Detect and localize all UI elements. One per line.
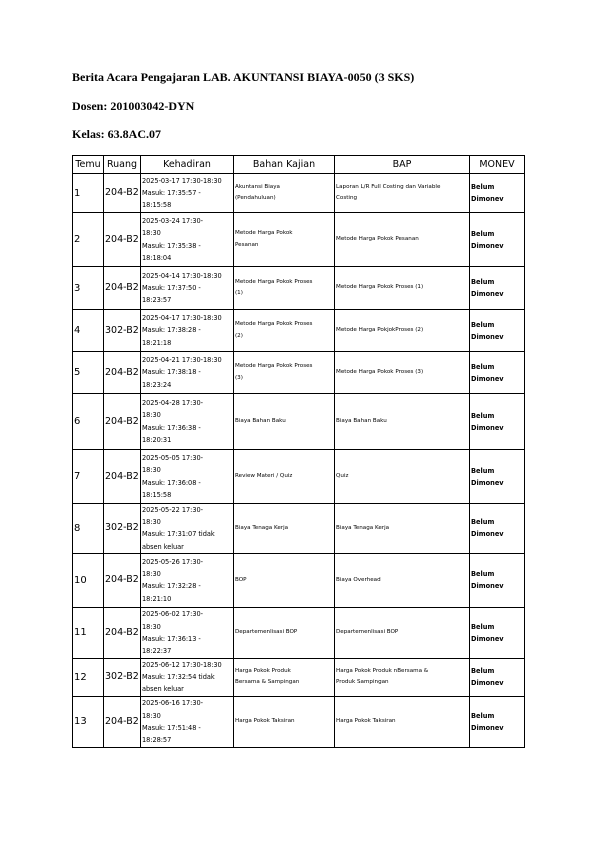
table-row: [73, 607, 525, 658]
cell-bahan-kajian: Akuntansi Biaya (Pendahuluan): [234, 174, 335, 213]
table-row: [73, 267, 525, 310]
table-row: [73, 352, 525, 394]
cell-bap: Harga Pokok Produk nBersama & Produk Sampingan: [335, 658, 470, 696]
cell-temu: 5: [73, 352, 104, 394]
col-header-bap: BAP: [335, 156, 470, 174]
cell-temu: 12: [73, 658, 104, 696]
cell-temu: 13: [73, 696, 104, 747]
cell-bap: Metode Harga Pokok Pesanan: [335, 213, 470, 267]
cell-monev: Belum Dimonev: [470, 174, 525, 213]
cell-bap: Laporan L/R Full Costing dan Variable Costing: [335, 174, 470, 213]
cell-temu: 8: [73, 504, 104, 554]
cell-kehadiran: 2025-04-21 17:30-18:30 Masuk: 17:38:18 - 18:23:24: [141, 352, 234, 394]
cell-temu: 10: [73, 553, 104, 607]
col-header-kehadiran: Kehadiran: [141, 156, 234, 174]
cell-bahan-kajian: Harga Pokok Taksiran: [234, 696, 335, 747]
cell-temu: 4: [73, 310, 104, 352]
cell-ruang: 302-B2: [104, 504, 141, 554]
cell-bap: Quiz: [335, 450, 470, 504]
cell-monev: Belum Dimonev: [470, 450, 525, 504]
table-row: [73, 213, 525, 267]
table-header-row: [73, 156, 525, 174]
cell-temu: 1: [73, 174, 104, 213]
table-row: [73, 310, 525, 352]
cell-ruang: 204-B2: [104, 450, 141, 504]
cell-ruang: 204-B2: [104, 213, 141, 267]
cell-ruang: 204-B2: [104, 352, 141, 394]
table-row: [73, 394, 525, 450]
table-row: [73, 174, 525, 213]
cell-bahan-kajian: Review Materi / Quiz: [234, 450, 335, 504]
col-header-ruang: Ruang: [104, 156, 141, 174]
cell-bahan-kajian: Biaya Tenaga Kerja: [234, 504, 335, 554]
cell-bap: Biaya Tenaga Kerja: [335, 504, 470, 554]
table-row: [73, 504, 525, 554]
cell-bap: Metode Harga Pokok Proses (1): [335, 267, 470, 310]
cell-bap: Metode Harga Pokok Proses (3): [335, 352, 470, 394]
cell-monev: Belum Dimonev: [470, 267, 525, 310]
cell-bahan-kajian: Metode Harga Pokok Proses (2): [234, 310, 335, 352]
cell-kehadiran: 2025-05-22 17:30- 18:30 Masuk: 17:31:07 tidak absen keluar: [141, 504, 234, 554]
cell-temu: 7: [73, 450, 104, 504]
cell-kehadiran: 2025-04-28 17:30- 18:30 Masuk: 17:36:38 - 18:20:31: [141, 394, 234, 450]
cell-ruang: 302-B2: [104, 310, 141, 352]
table-row: [73, 553, 525, 607]
cell-bap: Departemenlisasi BOP: [335, 607, 470, 658]
cell-ruang: 204-B2: [104, 553, 141, 607]
cell-temu: 11: [73, 607, 104, 658]
cell-bahan-kajian: Metode Harga Pokok Proses (1): [234, 267, 335, 310]
cell-monev: Belum Dimonev: [470, 352, 525, 394]
cell-ruang: 204-B2: [104, 696, 141, 747]
cell-kehadiran: 2025-06-16 17:30- 18:30 Masuk: 17:51:48 - 18:28:57: [141, 696, 234, 747]
cell-kehadiran: 2025-05-26 17:30- 18:30 Masuk: 17:32:28 - 18:21:10: [141, 553, 234, 607]
cell-ruang: 204-B2: [104, 607, 141, 658]
page-title: Berita Acara Pengajaran LAB. AKUNTANSI BIAYA-0050 (3 SKS): [72, 70, 415, 84]
class-line: Kelas: 63.8AC.07: [72, 127, 161, 141]
cell-ruang: 302-B2: [104, 658, 141, 696]
cell-ruang: 204-B2: [104, 174, 141, 213]
lecturer-line: Dosen: 201003042-DYN: [72, 99, 195, 113]
cell-temu: 6: [73, 394, 104, 450]
cell-kehadiran: 2025-04-17 17:30-18:30 Masuk: 17:38:28 - 18:21:18: [141, 310, 234, 352]
cell-ruang: 204-B2: [104, 394, 141, 450]
cell-kehadiran: 2025-05-05 17:30- 18:30 Masuk: 17:36:08 - 18:15:58: [141, 450, 234, 504]
cell-monev: Belum Dimonev: [470, 696, 525, 747]
table-row: [73, 450, 525, 504]
cell-bap: Metode Harga PokjokProses (2): [335, 310, 470, 352]
cell-monev: Belum Dimonev: [470, 658, 525, 696]
col-header-monev: MONEV: [470, 156, 525, 174]
cell-bahan-kajian: Biaya Bahan Baku: [234, 394, 335, 450]
cell-temu: 3: [73, 267, 104, 310]
cell-temu: 2: [73, 213, 104, 267]
cell-monev: Belum Dimonev: [470, 213, 525, 267]
cell-monev: Belum Dimonev: [470, 394, 525, 450]
cell-bahan-kajian: Harga Pokok Produk Bersama & Sampingan: [234, 658, 335, 696]
cell-bap: Biaya Overhead: [335, 553, 470, 607]
cell-kehadiran: 2025-04-14 17:30-18:30 Masuk: 17:37:50 - 18:23:57: [141, 267, 234, 310]
table-row: [73, 696, 525, 747]
cell-bahan-kajian: Metode Harga Pokok Proses (3): [234, 352, 335, 394]
teaching-record-table: [72, 155, 525, 748]
cell-kehadiran: 2025-03-17 17:30-18:30 Masuk: 17:35:57 - 18:15:58: [141, 174, 234, 213]
cell-kehadiran: 2025-03-24 17:30- 18:30 Masuk: 17:35:38 - 18:18:04: [141, 213, 234, 267]
cell-bahan-kajian: Departemenlisasi BOP: [234, 607, 335, 658]
cell-bap: Biaya Bahan Baku: [335, 394, 470, 450]
cell-kehadiran: 2025-06-12 17:30-18:30 Masuk: 17:32:54 tidak absen keluar: [141, 658, 234, 696]
cell-monev: Belum Dimonev: [470, 504, 525, 554]
cell-bahan-kajian: Metode Harga Pokok Pesanan: [234, 213, 335, 267]
col-header-temu: Temu: [73, 156, 104, 174]
cell-bap: Harga Pokok Taksiran: [335, 696, 470, 747]
cell-ruang: 204-B2: [104, 267, 141, 310]
cell-kehadiran: 2025-06-02 17:30- 18:30 Masuk: 17:36:13 - 18:22:37: [141, 607, 234, 658]
col-header-bahan-kajian: Bahan Kajian: [234, 156, 335, 174]
cell-monev: Belum Dimonev: [470, 553, 525, 607]
cell-monev: Belum Dimonev: [470, 607, 525, 658]
table-row: [73, 658, 525, 696]
cell-monev: Belum Dimonev: [470, 310, 525, 352]
cell-bahan-kajian: BOP: [234, 553, 335, 607]
